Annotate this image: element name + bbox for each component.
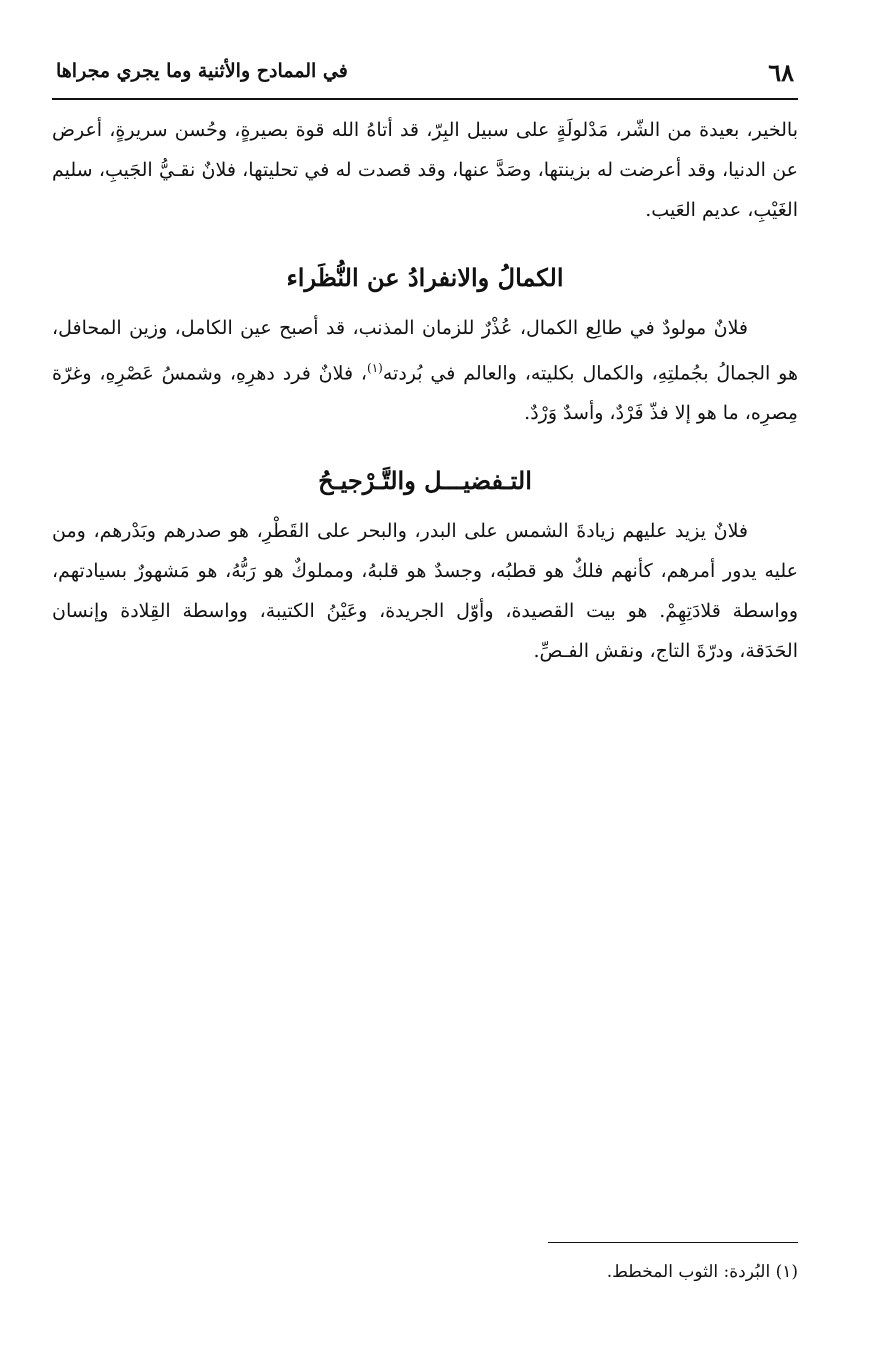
section-paragraph-preference: فلانٌ يزيد عليهم زيادةَ الشمس على البدر، والبحر على القَطْرِ، هو صدرهم وبَدْرهم، ومن عليه يدور أمرهم، كأنهم فلكٌ هو قطبُه، وجسدٌ هو قلبهُ، ومملوكٌ هو رَبُّهُ، هو مَشهورٌ بسيادتهم، وواسطة قلادَتِهِمْ. هو بيت القصيدة، وأوّل الجريدة، وعَيْنُ الكتيبة، وواسطة القِلادة وإنسان الحَدَقة، ودرّةَ التاج، ونقش الفـصِّ. [52,520,798,663]
page-body [52,110,798,671]
footnote-reference: (١) [367,361,383,375]
page-header [52,48,798,100]
footnote-divider [548,1242,798,1243]
paragraph-text: فلانٌ مولودٌ في طالِع الكمال، عُذْرٌ للزمان المذنب، قد أصبح عين الكامل، وزين المحافل، هو الجمالُ بجُملتِهِ، والكمال بكليته، والعالم في بُردته [52,317,798,385]
footnote: (١) البُردة: الثوب المخطط. [606,1262,798,1282]
section-heading-perfection: الكمالُ والانفرادُ عن النُّظَراء [286,263,564,292]
page-number: ٦٨ [768,58,794,87]
paragraph-text: ، فلانٌ فرد دهرِهِ، وشمسُ عَصْرِهِ، وغرّة مِصرِه، ما هو إلا فذّ فَرْدٌ، وأسدٌ وَرْدٌ. [52,362,798,425]
section-heading-preference: التـفضيـــل والتَّـرْجيـحُ [318,466,532,496]
section-paragraph-perfection [52,308,798,433]
running-title: في الممادح والأثنية وما يجري مجراها [56,60,348,82]
opening-paragraph: بالخير، بعيدة من الشّر، مَدْلولَةٍ على سبيل البِرّ، قد أتاهُ الله قوة بصيرةٍ، وحُسن سريرةٍ، أعرض عن الدنيا، وقد أعرضت له بزينتها، وصَدَّ عنها، وقد قصدت له في تحليتها، فلانٌ نقـيُّ الجَيبِ، سليم الغَيْبِ، عديم العَيب. [52,119,798,221]
